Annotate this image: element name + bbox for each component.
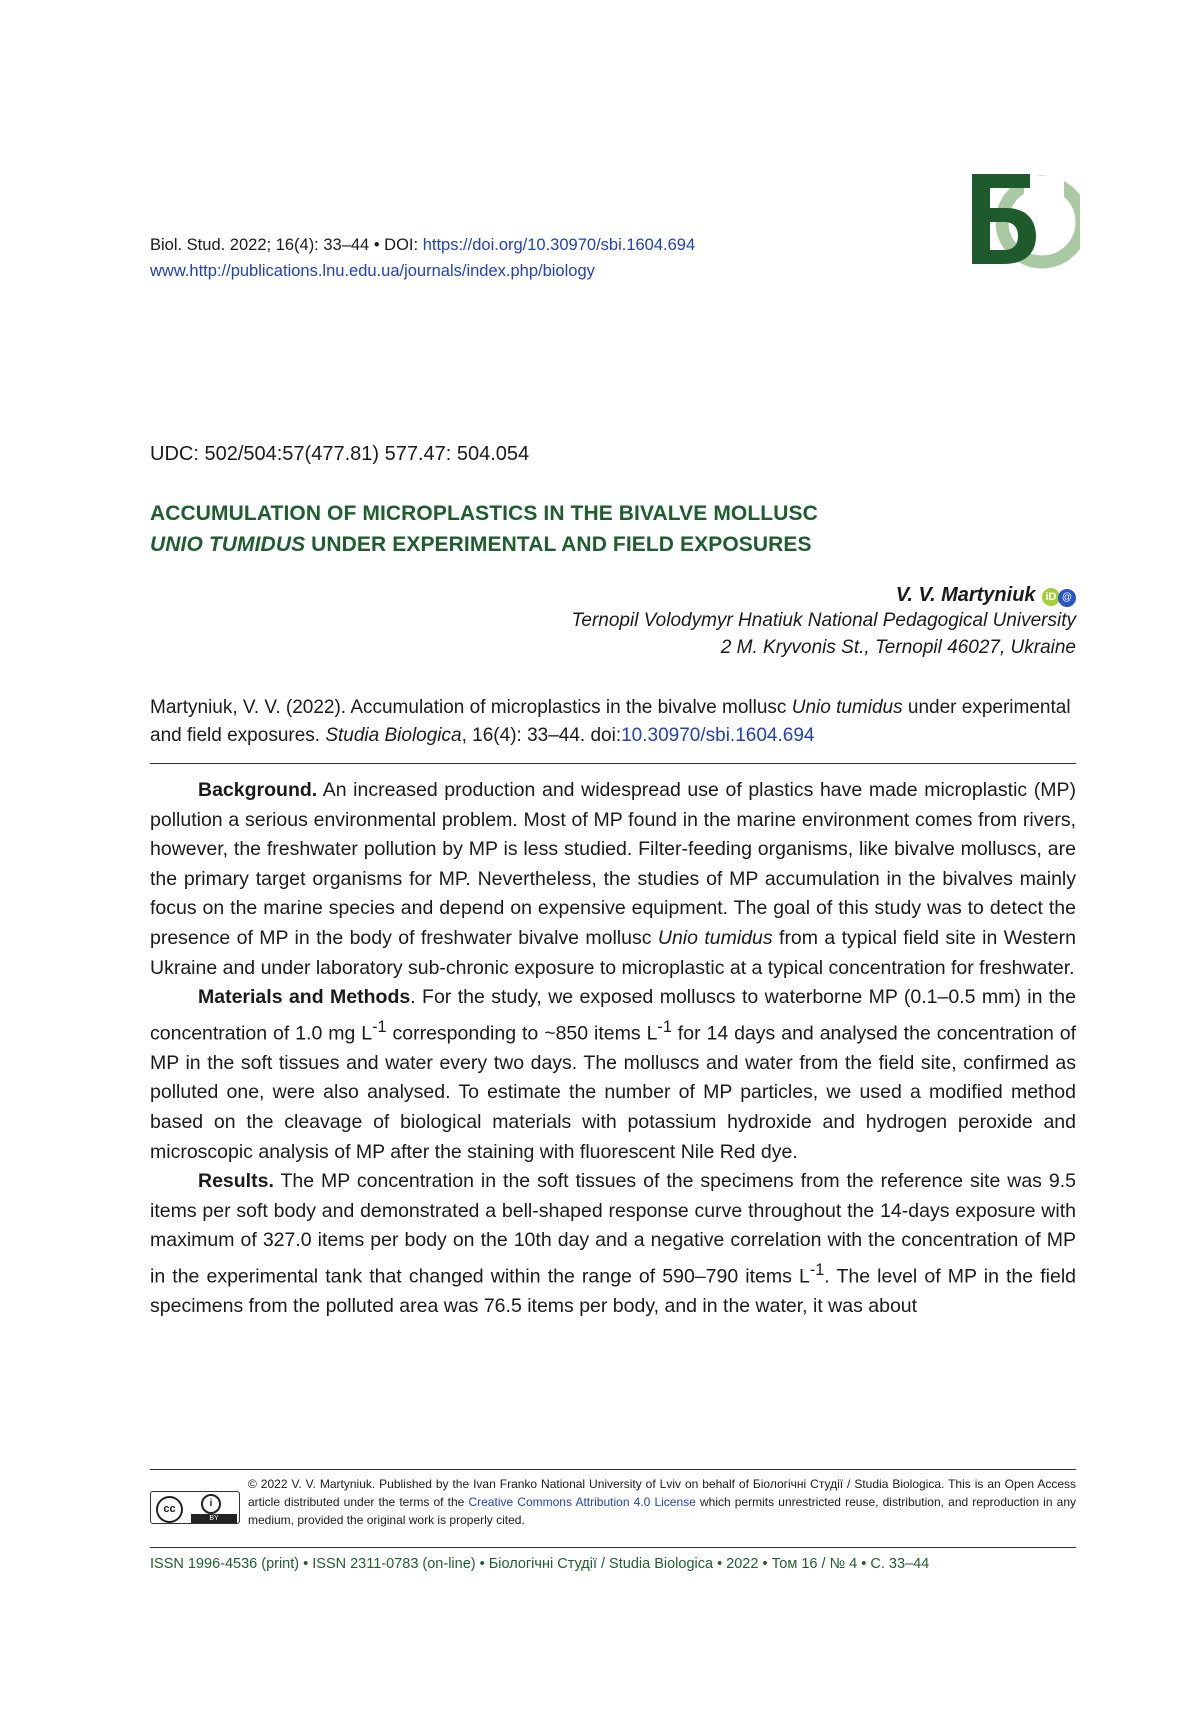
background-species: Unio tumidus xyxy=(657,926,773,949)
citation-doi-link[interactable]: 10.30970/sbi.1604.694 xyxy=(621,725,815,746)
orcid-icon[interactable]: iD xyxy=(1042,588,1060,606)
results-text-2: . The level of MP in the field specimens from the polluted area was 76.5 items per body, and in the water, it was about xyxy=(150,1265,1076,1318)
title-species: UNIO TUMIDUS xyxy=(150,533,306,556)
logo-b-shape xyxy=(972,174,1036,264)
studia-biologica-logo xyxy=(950,166,1080,276)
page-footer: ISSN 1996-4536 (print) • ISSN 2311-0783 (on-line) • Біологічні Студії / Studia Biologica • 2022 • Том 16 / № 4 • С. 33–44 xyxy=(150,1556,930,1572)
citation-species: Unio tumidus xyxy=(791,697,903,718)
license-text-2: which permits unrestricted reuse, distribution, and reproduction in any medium, provided the original work is properly cited. xyxy=(248,1495,1076,1527)
cc-icon: cc xyxy=(156,1496,183,1523)
email-icon[interactable]: @ xyxy=(1058,589,1076,607)
background-text: An increased production and widespread use of plastics have made microplastic (MP) pollution a serious environmental problem. Most of MP found in the marine environment comes from rivers, however, the freshwater pollution by MP is less studied. Filter-feeding organisms, like bivalve molluscs, are the primary target organisms for MP. Nevertheless, the studies of MP accumulation in the bivalves mainly focus on the marine species and depend on expensive equipment. The goal of this study was to detect the presence of MP in the body of freshwater bivalve mollusc xyxy=(150,779,1076,949)
abstract-methods xyxy=(150,983,1076,1167)
journal-header xyxy=(150,232,695,284)
author-block xyxy=(572,584,1076,661)
superscript: -1 xyxy=(372,1017,387,1036)
citation-journal: Studia Biologica xyxy=(325,725,462,746)
citation-text: Martyniuk, V. V. (2022). Accumulation of microplastics in the bivalve mollusc xyxy=(150,697,792,718)
affiliation-line-2: 2 M. Kryvonis St., Ternopil 46027, Ukraine xyxy=(720,637,1076,658)
cc-by-label: BY xyxy=(191,1514,237,1523)
divider xyxy=(150,763,1076,764)
citation-text-3: , 16(4): 33–44. doi: xyxy=(461,725,622,746)
article-title xyxy=(150,498,818,560)
methods-text: . For the study, we exposed molluscs to waterborne MP (0.1–0.5 mm) in the concentration of 1.0 mg L xyxy=(150,986,1076,1045)
superscript: -1 xyxy=(657,1017,672,1036)
cc-by-license-badge[interactable] xyxy=(150,1491,240,1524)
abstract-background xyxy=(150,776,1076,983)
results-text: The MP concentration in the soft tissues of the specimens from the reference site was 9.5 items per soft body and demonstrated a bell-shaped response curve throughout the 14-days exposure with maximum of 327.0 items per body on the 10th day and a negative correlation with the concentration of MP in the experimental tank that changed within the range of 590–790 items L xyxy=(150,1170,1076,1288)
background-label: Background. xyxy=(198,779,318,801)
doi-link[interactable]: https://doi.org/10.30970/sbi.1604.694 xyxy=(422,236,696,254)
superscript: -1 xyxy=(809,1261,825,1279)
title-line-2-rest: UNDER EXPERIMENTAL AND FIELD EXPOSURES xyxy=(305,533,812,556)
license-text: © 2022 V. V. Martyniuk. Published by the Ivan Franko National University of Lviv on behalf of Біологічні Студії / Studia Biologica. This is an Open Access article distributed under the terms of the xyxy=(248,1477,1076,1509)
divider xyxy=(150,1469,1076,1470)
background-text-2: from a typical field site in Western Ukraine and under laboratory sub-chronic exposure to microplastic at a typical concentration for freshwater. xyxy=(150,926,1076,979)
methods-text-3: for 14 days and analysed the concentration of MP in the soft tissues and water every two days. The molluscs and water from the field site, confirmed as polluted one, were also analysed. To estimate the number of MP particles, we used a modified method based on the cleavage of biological materials with potassium hydroxide and hydrogen peroxide and microscopic analysis of MP after the staining with fluorescent Nile Red dye. xyxy=(150,1022,1076,1163)
license-notice xyxy=(248,1475,1076,1529)
divider xyxy=(150,1547,1076,1548)
abstract xyxy=(150,776,1076,1322)
title-line-1: ACCUMULATION OF MICROPLASTICS IN THE BIVALVE MOLLUSC xyxy=(150,502,818,525)
affiliation-line-1: Ternopil Volodymyr Hnatiuk National Pedagogical University xyxy=(571,610,1076,631)
attribution-person-icon: i xyxy=(201,1494,221,1514)
citation-doi-line xyxy=(150,232,695,258)
results-label: Results. xyxy=(198,1170,274,1193)
journal-url-link[interactable]: www.http://publications.lnu.edu.ua/journals/index.php/biology xyxy=(150,262,595,280)
title-line-2 xyxy=(150,529,818,560)
abstract-results xyxy=(150,1167,1076,1321)
methods-label: Materials and Methods xyxy=(198,986,411,1009)
methods-text-2: corresponding to ~850 items L xyxy=(386,1022,658,1045)
udc-code: UDC: 502/504:57(477.81) 577.47: 504.054 xyxy=(150,443,530,465)
journal-citation: Biol. Stud. 2022; 16(4): 33–44 • DOI: xyxy=(150,236,423,254)
author-name: V. V. Martyniuk xyxy=(895,584,1036,606)
license-link[interactable]: Creative Commons Attribution 4.0 License xyxy=(468,1495,696,1509)
citation-text-2: under experimental and field exposures. xyxy=(150,697,1071,746)
how-to-cite xyxy=(150,694,1076,750)
